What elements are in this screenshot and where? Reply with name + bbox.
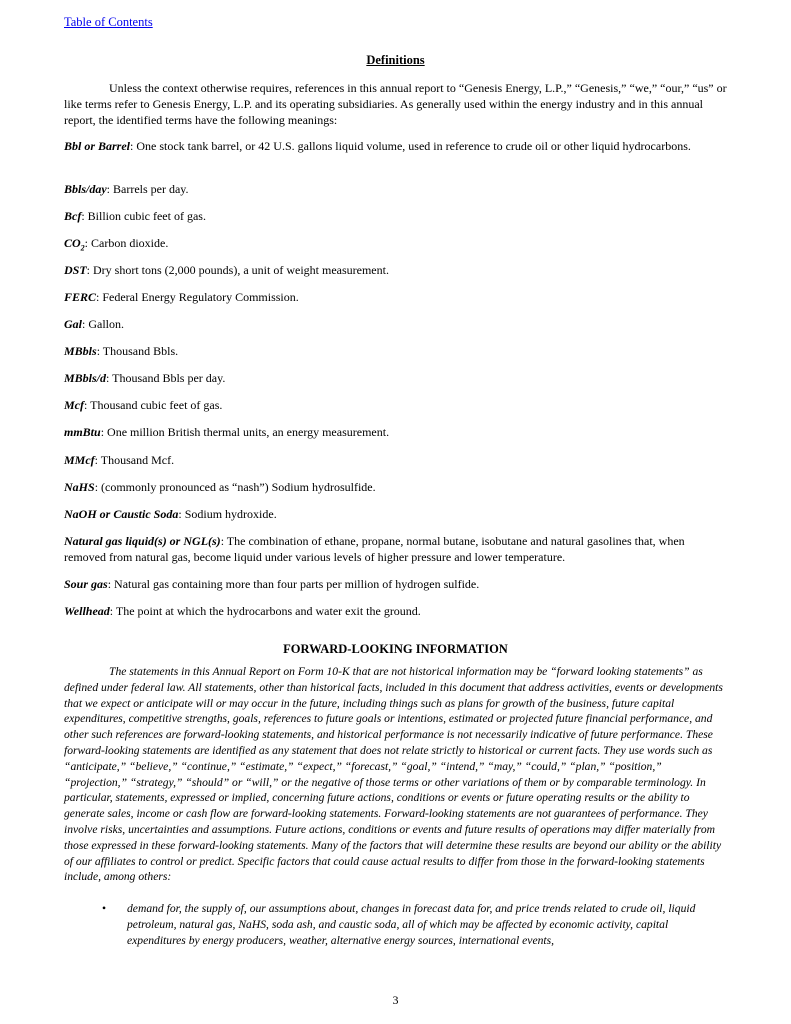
definition-nahs: [64, 479, 727, 495]
definition-text: : Gallon.: [82, 317, 124, 331]
definition-term: NaOH or Caustic Soda: [64, 507, 179, 521]
definition-text: : One million British thermal units, an energy measurement.: [100, 425, 390, 439]
definition-text: : Thousand Bbls.: [96, 344, 179, 358]
definition-term: Mcf: [64, 398, 84, 412]
bullet-marker: •: [102, 902, 107, 915]
definition-bcf: [64, 208, 727, 224]
definition-term: Gal: [64, 317, 82, 331]
definition-text: : Billion cubic feet of gas.: [81, 209, 206, 223]
definition-text: : Federal Energy Regulatory Commission.: [96, 290, 299, 304]
definition-term: MMcf: [64, 453, 95, 467]
definition-term: Bbls/day: [64, 182, 107, 196]
definition-mcf: [64, 397, 727, 413]
definition-text: : Dry short tons (2,000 pounds), a unit of weight measurement.: [86, 263, 389, 277]
list-item: [64, 901, 727, 948]
definitions-intro: Unless the context otherwise requires, references in this annual report to “Genesis Energy, L.P.,” “Genesis,” “we,” “our,” “us” or like terms refer to Genesis Energy, L.P. and its operating subsidiaries. As generally used within the energy industry and in this annual report, the identified terms have the following meanings:: [64, 81, 727, 127]
definition-term: [64, 236, 85, 253]
definition-dst: [64, 262, 727, 278]
definition-term: mmBtu: [64, 425, 101, 439]
definition-mbbls-d: [64, 370, 727, 386]
page-number: 3: [392, 993, 399, 1007]
definition-term: MBbls/d: [64, 371, 107, 385]
definition-text: : One stock tank barrel, or 42 U.S. gallons liquid volume, used in reference to crude oil or other liquid hydrocarbons.: [130, 139, 691, 153]
definition-term: Sour gas: [64, 577, 108, 591]
definition-text: : Thousand cubic feet of gas.: [84, 398, 223, 412]
definition-gal: [64, 316, 727, 332]
forward-looking-body: The statements in this Annual Report on Form 10-K that are not historical information may be “forward looking statements” as defined under federal law. All statements, other than historical facts, included in this document that address activities, events or developments that we expect or anticipate will or may occur in the future, including things such as plans for growth of the business, future capital expenditures, competitive strengths, goals, references to future goals or intentions, estimated or projected future financial performance, and other such references are forward-looking statements, and historical performance is not necessarily indicative of future performance. These forward-looking statements are identified as any statement that does not relate strictly to historical or current facts. They use words such as “anticipate,” “believe,” “continue,” “estimate,” “expect,” “forecast,” “goal,” “intend,” “may,” “could,” “plan,” “position,” “projection,” “strategy,” “should” or “will,” or the negative of those terms or other variations of them or by comparable terminology. In particular, statements, expressed or implied, concerning future actions, conditions or events or future operating results or the ability to generate sales, income or cash flow are forward-looking statements. Forward-looking statements are not guarantees of performance. They involve risks, uncertainties and assumptions. Future actions, conditions or events and future results of operations may differ materially from those expressed in these forward-looking statements. Many of the factors that will determine these results are beyond our ability or the ability of our affiliates to control or predict. Specific factors that could cause actual results to differ from those in the forward-looking statements include, among others:: [64, 665, 723, 884]
definition-term: Natural gas liquid(s) or NGL(s): [64, 534, 221, 548]
definition-term: Wellhead: [64, 604, 110, 618]
bullet-text: demand for, the supply of, our assumptions about, changes in forecast data for, and price trends related to crude oil, liquid petroleum, natural gas, NaHS, soda ash, and caustic soda, all of which may be affected by economic activity, capital expenditures by energy producers, weather, alternative energy sources, international events,: [127, 902, 696, 947]
definition-term: MBbls: [64, 344, 97, 358]
definition-term: Bcf: [64, 209, 82, 223]
definition-naoh: [64, 506, 727, 522]
definition-sour-gas: [64, 576, 727, 592]
definition-text: : (commonly pronounced as “nash”) Sodium hydrosulfide.: [94, 480, 376, 494]
definition-text: : Natural gas containing more than four parts per million of hydrogen sulfide.: [107, 577, 480, 591]
definition-text: : Sodium hydroxide.: [178, 507, 277, 521]
definition-text: : Thousand Bbls per day.: [106, 371, 226, 385]
table-of-contents-link[interactable]: Table of Contents: [64, 15, 153, 29]
definition-text: : Carbon dioxide.: [84, 236, 169, 250]
definition-bbl: [64, 138, 727, 154]
definition-term-base: CO: [64, 236, 81, 250]
definition-bbls-day: [64, 181, 727, 197]
definition-term-subscript: 2: [80, 243, 85, 253]
definition-term: DST: [64, 263, 87, 277]
definition-text: : The combination of ethane, propane, normal butane, isobutane and natural gasolines that, when removed from natural gas, become liquid under various levels of higher pressure and lower temperature.: [64, 534, 685, 564]
definition-ngl: [64, 533, 727, 565]
definition-wellhead: [64, 603, 727, 619]
definition-mbbls: [64, 343, 727, 359]
definition-term: FERC: [64, 290, 97, 304]
definition-ferc: [64, 289, 727, 305]
definition-term: Bbl or Barrel: [64, 139, 131, 153]
definition-co2: [64, 235, 727, 256]
definition-text: : Barrels per day.: [106, 182, 189, 196]
definition-text: : Thousand Mcf.: [94, 453, 175, 467]
definitions-title: Definitions: [366, 53, 425, 67]
definition-mmcf: [64, 452, 727, 468]
definition-term: NaHS: [64, 480, 95, 494]
definition-mmbtu: [64, 424, 727, 440]
forward-looking-title: FORWARD-LOOKING INFORMATION: [283, 642, 508, 656]
definition-text: : The point at which the hydrocarbons and water exit the ground.: [109, 604, 421, 618]
